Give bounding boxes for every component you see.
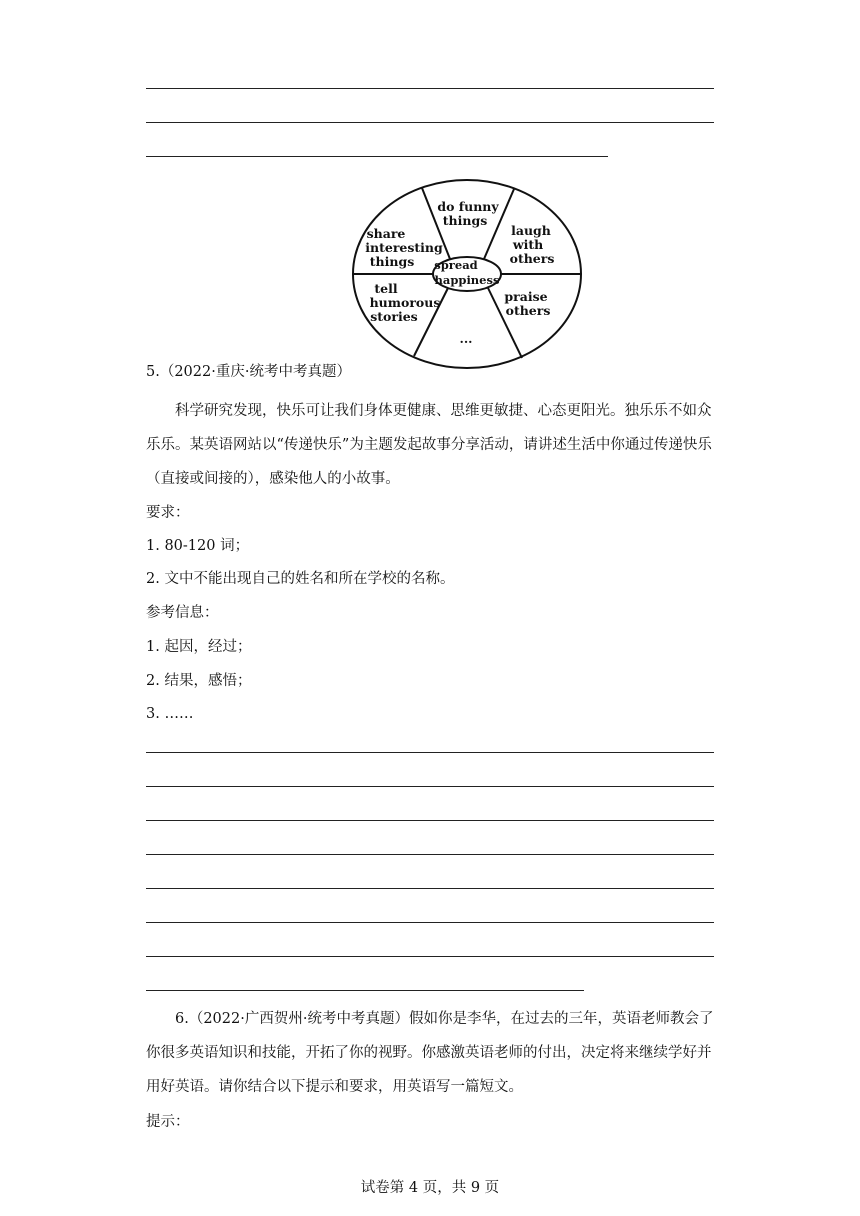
answer-line [146, 820, 714, 821]
q5-intro: 科学研究发现，快乐可让我们身体更健康、思维更敏捷、心态更阳光。独乐乐不如众乐乐。某英语网站以“传递快乐”为主题发起故事分享活动，请讲述生活中你通过传递快乐（直接或间接的），感染他人的小故事。 [146, 403, 712, 487]
label-laugh-with-others-1: laugh [511, 223, 551, 238]
q5-requirement-1: 1. 80-120 词； [146, 538, 250, 554]
q5-requirements-title: 要求： [146, 505, 190, 521]
answer-line [146, 156, 608, 157]
label-laugh-with-others-2: with [512, 237, 544, 252]
answer-line [146, 88, 714, 89]
answer-line [146, 854, 714, 855]
answer-line [146, 888, 714, 889]
q5-reference-1: 1. 起因，经过； [146, 639, 252, 655]
label-spread: spread [434, 258, 478, 272]
q5-reference-title: 参考信息： [146, 605, 219, 621]
q5-number: 5.（2022·重庆·统考中考真题） [146, 364, 351, 380]
q5-reference-3: 3. …… [146, 706, 194, 722]
q6-hint-title: 提示： [146, 1114, 190, 1130]
label-share-interesting-things-3: things [369, 254, 415, 269]
label-ellipsis: ... [459, 331, 473, 346]
answer-line [146, 956, 714, 957]
answer-line [146, 922, 714, 923]
q5-reference-2: 2. 结果，感悟； [146, 673, 252, 689]
label-do-funny-things-2: things [442, 213, 488, 228]
label-share-interesting-things-2: interesting [365, 240, 443, 255]
answer-line [146, 122, 714, 123]
q6-text: 6.（2022·广西贺州·统考中考真题）假如你是李华，在过去的三年，英语老师教会了你很多英语知识和技能，开拓了你的视野。你感激英语老师的付出，决定将来继续学好并用好英语。请你结合以下提示和要求，用英语写一篇短文。 [146, 1011, 714, 1095]
answer-line [146, 786, 714, 787]
answer-line [146, 990, 584, 991]
label-tell-humorous-stories-3: stories [370, 309, 418, 324]
label-share-interesting-things-1: share [366, 226, 406, 241]
label-do-funny-things-1: do funny [437, 199, 499, 214]
answer-line [146, 752, 714, 753]
page-footer: 试卷第 4 页，共 9 页 [360, 1180, 500, 1196]
label-praise-others-2: others [505, 303, 551, 318]
label-laugh-with-others-3: others [509, 251, 555, 266]
label-tell-humorous-stories-2: humorous [369, 295, 441, 310]
label-tell-humorous-stories-1: tell [374, 281, 398, 296]
label-praise-others-1: praise [504, 289, 548, 304]
label-happiness: happiness [434, 273, 500, 287]
q5-requirement-2: 2. 文中不能出现自己的姓名和所在学校的名称。 [146, 571, 455, 587]
spread-happiness-wheel-diagram [350, 178, 586, 372]
